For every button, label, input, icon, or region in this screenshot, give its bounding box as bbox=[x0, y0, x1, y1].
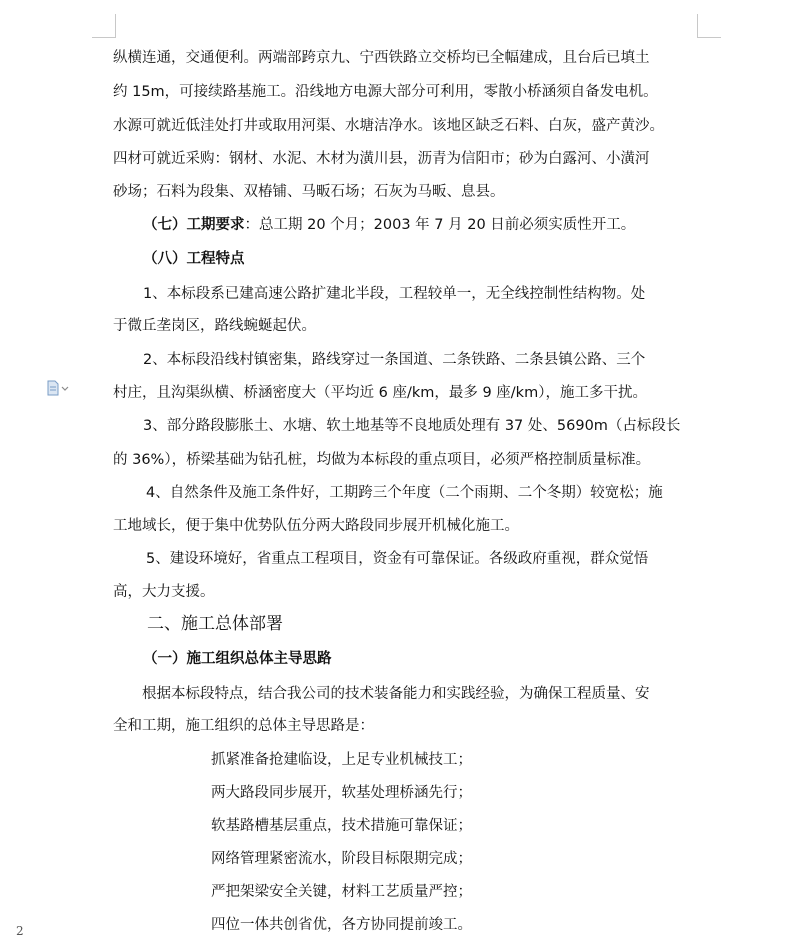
section-heading: （一）施工组织总体主导思路 bbox=[143, 651, 332, 667]
paragraph-line: 的 36%），桥梁基础为钻孔桩，均做为本标段的重点项目，必须严格控制质量标准。 bbox=[113, 452, 651, 468]
paragraph-line: 纵横连通，交通便利。两端部跨京九、宁西铁路立交桥均已全幅建成，且台后已填土 bbox=[113, 50, 650, 66]
section-heading: （八）工程特点 bbox=[143, 251, 245, 267]
paragraph-line: 砂场；石料为段集、双椿铺、马畈石场；石灰为马畈、息县。 bbox=[113, 184, 505, 200]
section-marker: （七） bbox=[143, 217, 187, 233]
crop-mark-top-right-h bbox=[698, 37, 721, 38]
crop-mark-top-left bbox=[115, 14, 116, 38]
paragraph-line: 4、自然条件及施工条件好，工期跨三个年度（二个雨期、二个冬期）较宽松；施 bbox=[146, 485, 663, 501]
paragraph-line: 村庄，且沟渠纵横、桥涵密度大（平均近 6 座/km，最多 9 座/km），施工多干扰。 bbox=[113, 385, 647, 401]
verse-line: 两大路段同步展开，软基处理桥涵先行； bbox=[211, 785, 472, 801]
crop-mark-top-left-h bbox=[92, 37, 115, 38]
paragraph-line: 全和工期，施工组织的总体主导思路是： bbox=[113, 718, 374, 734]
verse-line: 抓紧准备抢建临设，上足专业机械技工； bbox=[211, 752, 472, 768]
paragraph-line: 根据本标段特点，结合我公司的技术装备能力和实践经验，为确保工程质量、安 bbox=[142, 686, 650, 702]
paragraph-line: 于微丘垄岗区，路线蜿蜒起伏。 bbox=[113, 318, 316, 334]
verse-line: 软基路槽基层重点，技术措施可靠保证； bbox=[211, 818, 472, 834]
paragraph-line: 工地域长，便于集中优势队伍分两大路段同步展开机械化施工。 bbox=[113, 518, 519, 534]
paragraph-line: 1、本标段系已建高速公路扩建北半段，工程较单一，无全线控制性结构物。处 bbox=[143, 286, 646, 302]
crop-mark-top-right bbox=[697, 14, 698, 38]
paragraph-line: 高，大力支援。 bbox=[113, 584, 215, 600]
verse-line: 四位一体共创省优，各方协同提前竣工。 bbox=[211, 917, 472, 933]
document-options-icon[interactable] bbox=[46, 380, 70, 396]
verse-line: 网络管理紧密流水，阶段目标限期完成； bbox=[211, 851, 472, 867]
paragraph-line: 2、本标段沿线村镇密集，路线穿过一条国道、二条铁路、二条县镇公路、三个 bbox=[143, 352, 646, 368]
page-number: 2 bbox=[16, 924, 24, 938]
chapter-heading: 二、施工总体部署 bbox=[147, 614, 283, 634]
paragraph-line: 5、建设环境好，省重点工程项目，资金有可靠保证。各级政府重视，群众觉悟 bbox=[146, 551, 649, 567]
verse-line: 严把架梁安全关键，材料工艺质量严控； bbox=[211, 884, 472, 900]
paragraph-line: 四材可就近采购：钢材、水泥、木材为潢川县，沥青为信阳市；砂为白露河、小潢河 bbox=[113, 151, 650, 167]
paragraph-line: 3、部分路段膨胀土、水塘、软土地基等不良地质处理有 37 处、5690m（占标段长 bbox=[143, 418, 681, 434]
section-text: ：总工期 20 个月；2003 年 7 月 20 日前必须实质性开工。 bbox=[244, 217, 636, 233]
section-heading: 工期要求 bbox=[186, 217, 245, 233]
section-seven-line bbox=[143, 215, 635, 235]
paragraph-line: 约 15m，可接续路基施工。沿线地方电源大部分可利用，零散小桥涵须自备发电机。 bbox=[113, 84, 658, 100]
paragraph-line: 水源可就近低洼处打井或取用河渠、水塘洁净水。该地区缺乏石料、白灰，盛产黄沙。 bbox=[113, 118, 664, 134]
